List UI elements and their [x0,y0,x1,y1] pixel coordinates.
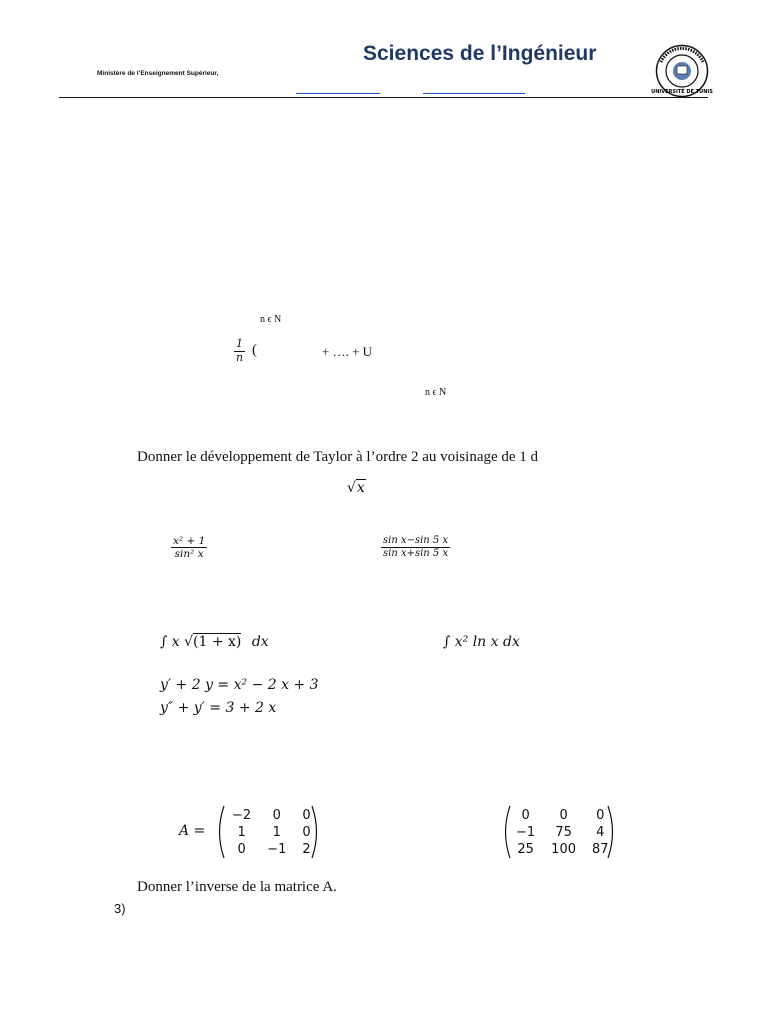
ministry-label: Ministère de l’Enseignement Supérieur, [97,70,219,77]
fraction-1 [171,535,207,560]
matrix-B-row [508,824,617,841]
seal-text: UNIVERSITÉ DE TUNIS [651,89,713,95]
diff-eq-2: y″ + y′ = 3 + 2 x [160,700,277,716]
matrix-B-cell: 0 [521,808,530,823]
matrix-B-cell: 87 [592,842,609,857]
matrix-A-row [224,841,319,858]
matrix-A-cell: 0 [272,808,281,823]
page-title: Sciences de l’Ingénieur [363,42,597,65]
diff-eq-1: y′ + 2 y = x² − 2 x + 3 [160,677,319,693]
sum-tail: + …. + U [322,344,373,359]
sequence-fraction [234,338,245,364]
matrix-B-cell: 0 [596,808,605,823]
n-in-N-2: n ϵ N [425,387,447,398]
integral-2: ∫ x² ln x dx [443,634,520,650]
item-3: 3) [114,901,126,916]
matrix-B-cell: −1 [516,825,536,840]
university-seal [651,44,713,98]
matrix-B-row [508,841,617,858]
f2-num: sin x−sin 5 x [383,535,449,546]
taylor-statement: Donner le développement de Taylor à l’ordre 2 au voisinage de 1 d [137,449,539,465]
matrix-A-cell: 1 [237,825,246,840]
matrix-A-cell: −2 [232,808,252,823]
matrix-A-cell: 0 [302,808,311,823]
matrix-A-cell: 1 [272,825,281,840]
matrix-A-cell: −1 [267,842,287,857]
inverse-statement: Donner l’inverse de la matrice A. [137,879,337,895]
matrix-B-row [508,807,617,824]
matrix-A-cell: 0 [302,825,311,840]
header-link-2[interactable] [423,93,525,94]
header-rule [59,97,708,98]
f2-den: sin x+sin 5 x [383,547,449,559]
f1-den: sin² x [174,548,204,561]
i1-prefix: ∫ x [160,634,180,650]
frac-den: n [236,350,244,364]
matrix-A-label: A = [179,823,206,839]
matrix-A-row [224,807,319,824]
frac-num: 1 [236,337,244,350]
f1-num: x² + 1 [173,535,206,547]
matrix-B-cell: 25 [517,842,534,857]
i1-dx: dx [251,634,269,650]
matrix-A-cell: 2 [302,842,311,857]
n-in-N-1: n ϵ N [260,314,282,325]
matrix-B-cell: 100 [551,842,576,857]
matrix-A-row [224,824,319,841]
sqrt-var: x [356,480,365,496]
matrix-B-cell: 4 [596,825,605,840]
open-paren: ( [252,342,257,358]
fraction-2 [381,535,450,559]
matrix-A-cell: 0 [237,842,246,857]
integral-1: ∫ x √(1 + x) dx [160,634,269,650]
header-link-1[interactable] [296,93,380,94]
matrix-B-cell: 0 [559,808,568,823]
i1-radicand: (1 + x) [193,634,242,650]
sqrt-x: √x [347,480,365,496]
matrix-B-cell: 75 [555,825,572,840]
